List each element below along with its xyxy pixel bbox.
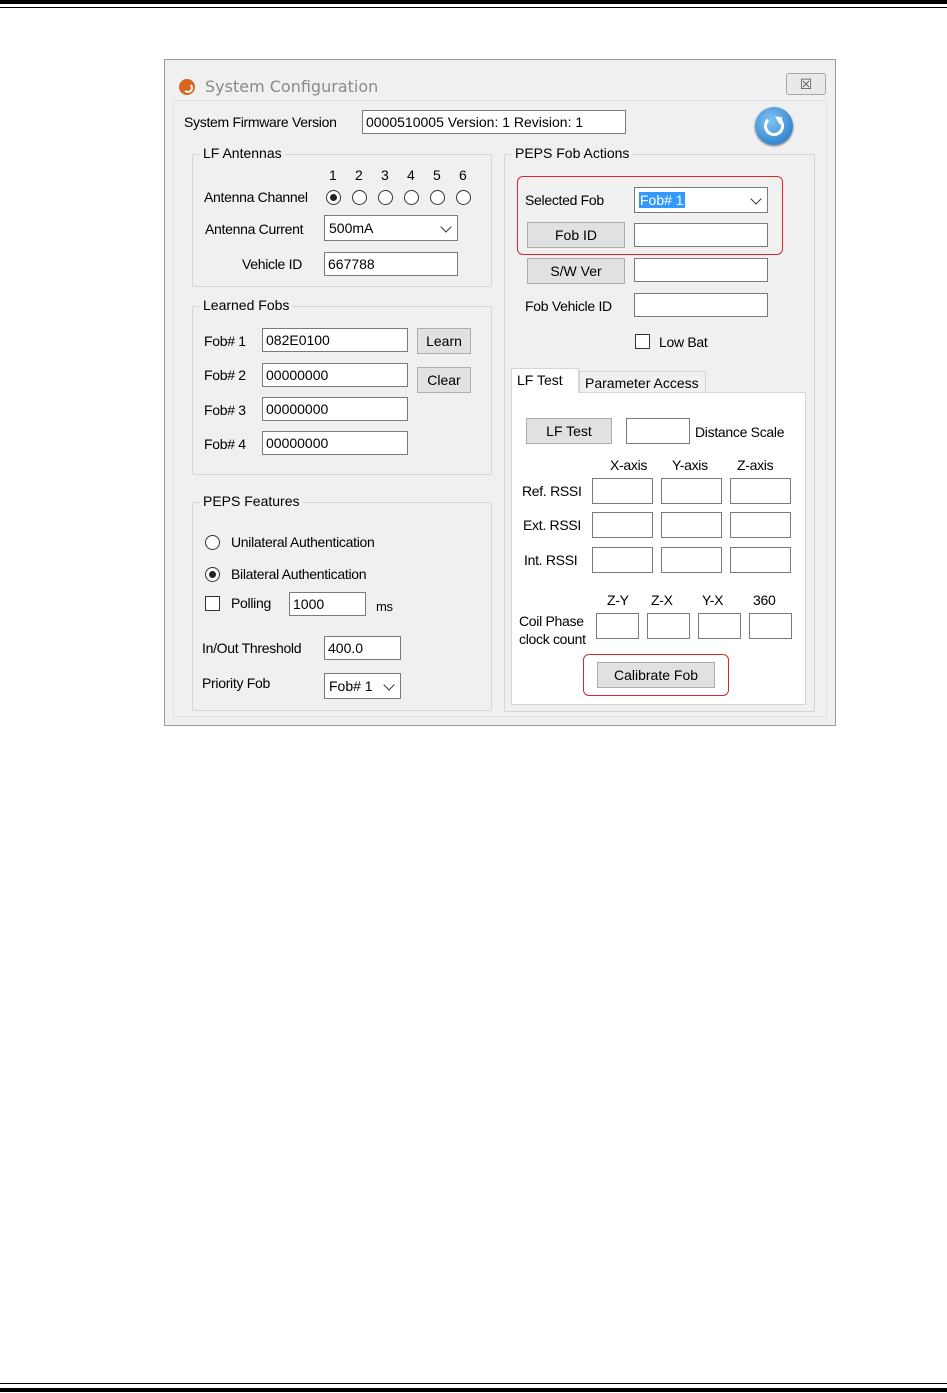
system-configuration-window xyxy=(164,59,836,726)
learned-fobs-title: Learned Fobs xyxy=(200,297,292,313)
phase-zx-field[interactable] xyxy=(647,613,690,639)
fob2-field[interactable]: 00000000 xyxy=(262,363,408,387)
int-rssi-label: Int. RSSI xyxy=(524,552,578,568)
vehicle-id-field[interactable]: 667788 xyxy=(324,252,458,276)
int-rssi-x-field[interactable] xyxy=(592,547,653,573)
selected-fob-value: Fob# 1 xyxy=(640,192,684,208)
app-icon xyxy=(179,79,195,95)
window-title: System Configuration xyxy=(205,77,379,96)
ext-rssi-label: Ext. RSSI xyxy=(523,517,581,533)
priority-fob-value: Fob# 1 xyxy=(329,678,373,694)
channel-number-5: 5 xyxy=(433,167,441,183)
phase-yx-header: Y-X xyxy=(702,592,724,608)
chevron-down-icon xyxy=(750,193,761,204)
fob4-field[interactable]: 00000000 xyxy=(262,431,408,455)
priority-fob-label: Priority Fob xyxy=(202,675,270,691)
z-axis-header: Z-axis xyxy=(737,457,774,473)
channel-number-4: 4 xyxy=(407,167,415,183)
distance-scale-field[interactable] xyxy=(626,418,690,444)
unilateral-label: Unilateral Authentication xyxy=(231,534,375,550)
firmware-version-field[interactable]: 0000510005 Version: 1 Revision: 1 xyxy=(362,110,626,134)
bottom-rule-thin xyxy=(0,1383,947,1384)
bilateral-radio[interactable] xyxy=(205,567,220,582)
chevron-down-icon xyxy=(440,221,451,232)
peps-features-title: PEPS Features xyxy=(200,493,303,509)
channel-number-3: 3 xyxy=(381,167,389,183)
int-rssi-y-field[interactable] xyxy=(661,547,722,573)
channel-number-6: 6 xyxy=(459,167,467,183)
channel-number-2: 2 xyxy=(355,167,363,183)
fob3-field[interactable]: 00000000 xyxy=(262,397,408,421)
phase-zy-field[interactable] xyxy=(596,613,639,639)
channel-radio-5[interactable] xyxy=(430,190,445,205)
chevron-down-icon xyxy=(383,679,394,690)
close-button[interactable] xyxy=(786,73,826,95)
low-bat-checkbox[interactable] xyxy=(635,334,650,349)
clock-count-label: clock count xyxy=(519,631,586,647)
ref-rssi-y-field[interactable] xyxy=(661,478,722,504)
vehicle-id-label: Vehicle ID xyxy=(242,256,303,272)
channel-radio-3[interactable] xyxy=(378,190,393,205)
clear-button[interactable]: Clear xyxy=(417,367,471,393)
fob2-label: Fob# 2 xyxy=(204,367,246,383)
channel-radio-2[interactable] xyxy=(352,190,367,205)
ref-rssi-z-field[interactable] xyxy=(730,478,791,504)
tab-lf-test[interactable]: LF Test xyxy=(511,368,579,393)
bottom-rule-thick xyxy=(0,1388,947,1392)
x-axis-header: X-axis xyxy=(610,457,648,473)
fob3-label: Fob# 3 xyxy=(204,402,246,418)
fob-vehicle-id-label: Fob Vehicle ID xyxy=(525,298,612,314)
lf-test-button[interactable]: LF Test xyxy=(526,418,612,444)
channel-radio-6[interactable] xyxy=(456,190,471,205)
tab-parameter-access[interactable]: Parameter Access xyxy=(579,371,706,393)
sw-ver-button[interactable]: S/W Ver xyxy=(527,258,625,284)
learn-button[interactable]: Learn xyxy=(417,328,471,354)
lf-antennas-title: LF Antennas xyxy=(200,145,285,161)
selected-fob-label: Selected Fob xyxy=(525,192,604,208)
fob1-field[interactable]: 082E0100 xyxy=(262,328,408,352)
ref-rssi-x-field[interactable] xyxy=(592,478,653,504)
antenna-current-select[interactable] xyxy=(324,215,458,241)
ref-rssi-label: Ref. RSSI xyxy=(522,483,582,499)
channel-number-1: 1 xyxy=(329,167,337,183)
ext-rssi-x-field[interactable] xyxy=(592,512,653,538)
polling-checkbox[interactable] xyxy=(205,596,220,611)
coil-phase-label: Coil Phase xyxy=(519,613,584,629)
fob4-label: Fob# 4 xyxy=(204,436,246,452)
sw-ver-field[interactable] xyxy=(634,258,768,282)
polling-unit: ms xyxy=(376,599,393,614)
top-rule-thick xyxy=(0,0,947,4)
firmware-label: System Firmware Version xyxy=(184,114,337,130)
polling-interval-field[interactable]: 1000 xyxy=(289,592,366,616)
unilateral-radio[interactable] xyxy=(205,535,220,550)
channel-radio-4[interactable] xyxy=(404,190,419,205)
y-axis-header: Y-axis xyxy=(672,457,708,473)
selected-fob-select[interactable] xyxy=(634,187,768,213)
antenna-channel-label: Antenna Channel xyxy=(204,189,308,205)
antenna-current-label: Antenna Current xyxy=(205,221,304,237)
priority-fob-select[interactable] xyxy=(324,673,401,699)
close-icon: ☒ xyxy=(799,76,813,92)
threshold-label: In/Out Threshold xyxy=(202,640,302,656)
channel-radio-1[interactable] xyxy=(326,190,341,205)
refresh-icon[interactable] xyxy=(755,107,793,145)
fob-id-field[interactable] xyxy=(634,223,768,247)
ext-rssi-z-field[interactable] xyxy=(730,512,791,538)
phase-zy-header: Z-Y xyxy=(607,592,629,608)
low-bat-label: Low Bat xyxy=(659,334,708,350)
top-rule-thin xyxy=(0,7,947,8)
int-rssi-z-field[interactable] xyxy=(730,547,791,573)
phase-360-field[interactable] xyxy=(749,613,792,639)
bilateral-label: Bilateral Authentication xyxy=(231,566,367,582)
threshold-field[interactable]: 400.0 xyxy=(324,636,401,660)
phase-yx-field[interactable] xyxy=(698,613,741,639)
phase-zx-header: Z-X xyxy=(651,592,673,608)
window-client-area xyxy=(173,100,827,717)
fob-id-button[interactable]: Fob ID xyxy=(527,222,625,248)
fob-vehicle-id-field[interactable] xyxy=(634,293,768,317)
fob1-label: Fob# 1 xyxy=(204,333,246,349)
phase-360-header: 360 xyxy=(753,592,776,608)
polling-label: Polling xyxy=(231,595,271,611)
distance-scale-label: Distance Scale xyxy=(695,424,785,440)
fob-actions-title: PEPS Fob Actions xyxy=(512,145,632,161)
antenna-current-value: 500mA xyxy=(329,220,374,236)
calibrate-fob-button[interactable]: Calibrate Fob xyxy=(597,662,715,688)
ext-rssi-y-field[interactable] xyxy=(661,512,722,538)
